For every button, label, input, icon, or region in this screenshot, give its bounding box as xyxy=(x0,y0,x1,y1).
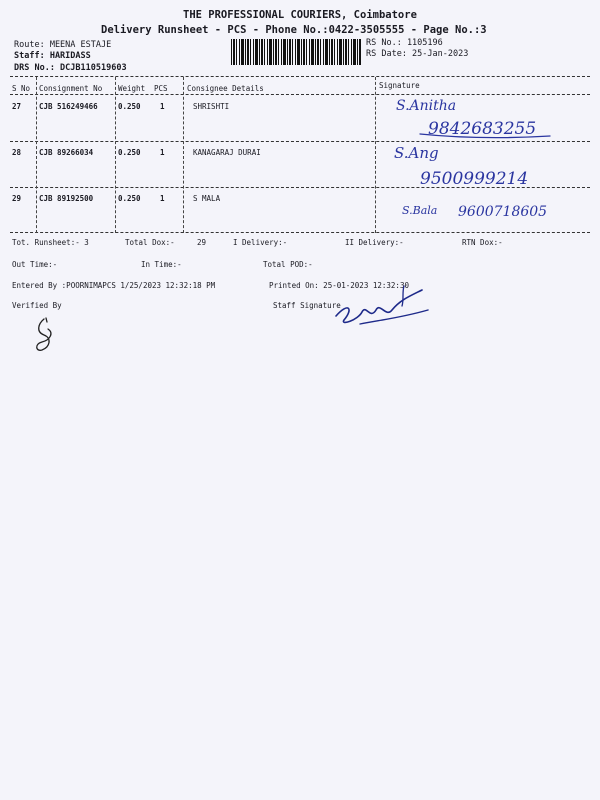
row-sno: 28 xyxy=(12,148,22,157)
barcode-image xyxy=(231,39,361,65)
route-label: Route: MEENA ESTAJE xyxy=(14,40,112,50)
row-consignee: SHRISHTI xyxy=(193,102,230,111)
total-dox-value: 29 xyxy=(197,238,207,247)
row-consignment: CJB 89266034 xyxy=(39,148,94,157)
svg-text:9600718605: 9600718605 xyxy=(458,204,548,220)
in-time: In Time:- xyxy=(141,260,182,269)
col-divider xyxy=(183,77,184,233)
col-divider xyxy=(115,77,116,233)
i-delivery: I Delivery:- xyxy=(233,238,288,247)
row-weight: 0.250 xyxy=(118,102,141,111)
col-header-consignment: Consignment No xyxy=(39,84,103,93)
svg-text:9500999214: 9500999214 xyxy=(420,169,529,189)
col-header-pcs: PCS xyxy=(154,84,168,93)
col-header-consignee: Consignee Details xyxy=(187,84,264,93)
out-time: Out Time:- xyxy=(12,260,58,269)
row-consignee: KANAGARAJ DURAI xyxy=(193,148,261,157)
verified-by: Verified By xyxy=(12,301,62,310)
rule-top xyxy=(10,76,590,77)
row-weight: 0.250 xyxy=(118,194,141,203)
rs-date: RS Date: 25-Jan-2023 xyxy=(366,49,469,59)
total-runsheet: Tot. Runsheet:- 3 xyxy=(12,238,89,247)
staff-signature xyxy=(330,280,440,332)
company-title: THE PROFESSIONAL COURIERS, Coimbatore xyxy=(183,9,417,21)
total-pod: Total POD:- xyxy=(263,260,313,269)
row-sno: 29 xyxy=(12,194,22,203)
rtn-dox: RTN Dox:- xyxy=(462,238,503,247)
row-pcs: 1 xyxy=(160,148,165,157)
drs-number: DRS No.: DCJB110519603 xyxy=(14,63,127,73)
svg-text:S.Bala: S.Bala xyxy=(402,204,438,217)
svg-text:S.Ang: S.Ang xyxy=(394,144,439,162)
row-consignment: CJB 516249466 xyxy=(39,102,98,111)
staff-label: Staff: HARIDASS xyxy=(14,51,91,61)
handwritten-signature xyxy=(380,94,580,234)
row-consignment: CJB 89192500 xyxy=(39,194,94,203)
col-header-signature: Signature xyxy=(379,81,420,90)
entered-by: Entered By :POORNIMAPCS 1/25/2023 12:32:18 PM xyxy=(12,281,216,290)
runsheet-subtitle: Delivery Runsheet - PCS - Phone No.:0422-3505555 - Page No.:3 xyxy=(101,24,487,36)
row-sno: 27 xyxy=(12,102,22,111)
printed-on: Printed On: 25-01-2023 12:32:30 xyxy=(269,281,409,290)
svg-text:9842683255: 9842683255 xyxy=(428,119,537,139)
col-divider xyxy=(375,77,376,233)
row-consignee: S MALA xyxy=(193,194,221,203)
staff-signature-label: Staff Signature xyxy=(273,301,341,310)
row-pcs: 1 xyxy=(160,102,165,111)
ii-delivery: II Delivery:- xyxy=(345,238,404,247)
verified-signature xyxy=(32,316,62,354)
col-header-sno: S No xyxy=(12,84,31,93)
col-header-weight: Weight xyxy=(118,84,146,93)
row-pcs: 1 xyxy=(160,194,165,203)
total-dox-label: Total Dox:- xyxy=(125,238,175,247)
svg-text:S.Anitha: S.Anitha xyxy=(396,98,457,114)
rs-number: RS No.: 1105196 xyxy=(366,38,443,48)
row-weight: 0.250 xyxy=(118,148,141,157)
col-divider xyxy=(36,77,37,233)
